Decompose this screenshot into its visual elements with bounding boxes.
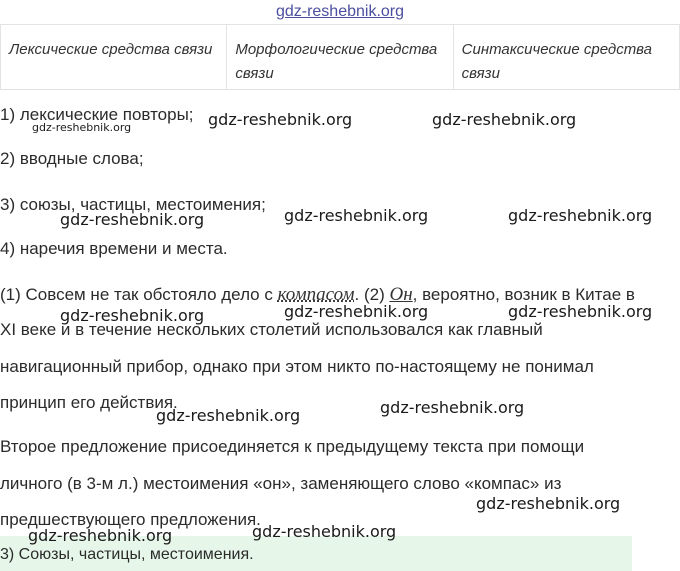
text-line-2: XI веке и в течение нескольких столетий использовался как главный — [0, 320, 543, 339]
watermark: gdz-reshebnik.org — [208, 110, 353, 129]
column-morphological: Морфологические средства связи — [227, 25, 453, 90]
watermark: gdz-reshebnik.org — [32, 121, 132, 134]
answer-text: 3) Союзы, частицы, местоимения. — [0, 546, 254, 563]
list-item-conjunctions: 3) союзы, частицы, местоимения; — [0, 195, 266, 214]
highlighted-word-he: Он — [389, 284, 413, 305]
list-item-introductory-words: 2) вводные слова; — [0, 149, 144, 168]
watermark: gdz-reshebnik.org — [284, 302, 429, 321]
text-line-4: принцип его действия. — [0, 393, 178, 412]
watermark: gdz-reshebnik.org — [380, 398, 525, 417]
highlighted-word-compass: компасом — [277, 284, 355, 305]
table-row — [1, 25, 680, 90]
explanation-line-1: Второе предложение присоединяется к предыдущему текста при помощи — [0, 437, 585, 456]
watermark: gdz-reshebnik.org — [156, 406, 301, 425]
watermark: gdz-reshebnik.org — [284, 206, 429, 225]
column-syntactic: Синтаксические средства связи — [453, 25, 679, 90]
list-item-adverbs: 4) наречия времени и места. — [0, 239, 228, 258]
column-lexical: Лексические средства связи — [1, 25, 227, 90]
text-segment: (1) Совсем не так обстояло дело с — [0, 285, 278, 304]
text-line-3: навигационный прибор, однако при этом никто по-настоящему не понимал — [0, 357, 594, 376]
watermark: gdz-reshebnik.org — [508, 206, 653, 225]
watermark: gdz-reshebnik.org — [252, 522, 397, 541]
watermark: gdz-reshebnik.org — [60, 210, 205, 229]
site-header-link[interactable]: gdz-reshebnik.org — [275, 3, 405, 20]
explanation-line-3: предшествующего предложения. — [0, 510, 261, 529]
explanation-line-2: личного (в 3-м л.) местоимения «он», заменяющего слово «компас» из — [0, 474, 562, 493]
list-item-lexical-repeats: 1) лексические повторы; — [0, 105, 194, 124]
watermark: gdz-reshebnik.org — [60, 306, 205, 325]
watermark: gdz-reshebnik.org — [476, 494, 621, 513]
watermark: gdz-reshebnik.org — [432, 110, 577, 129]
watermark: gdz-reshebnik.org — [28, 526, 173, 545]
text-segment: . (2) — [354, 285, 390, 304]
means-table — [0, 24, 680, 90]
watermark: gdz-reshebnik.org — [508, 302, 653, 321]
text-segment: , вероятно, возник в Китае в — [412, 285, 635, 304]
